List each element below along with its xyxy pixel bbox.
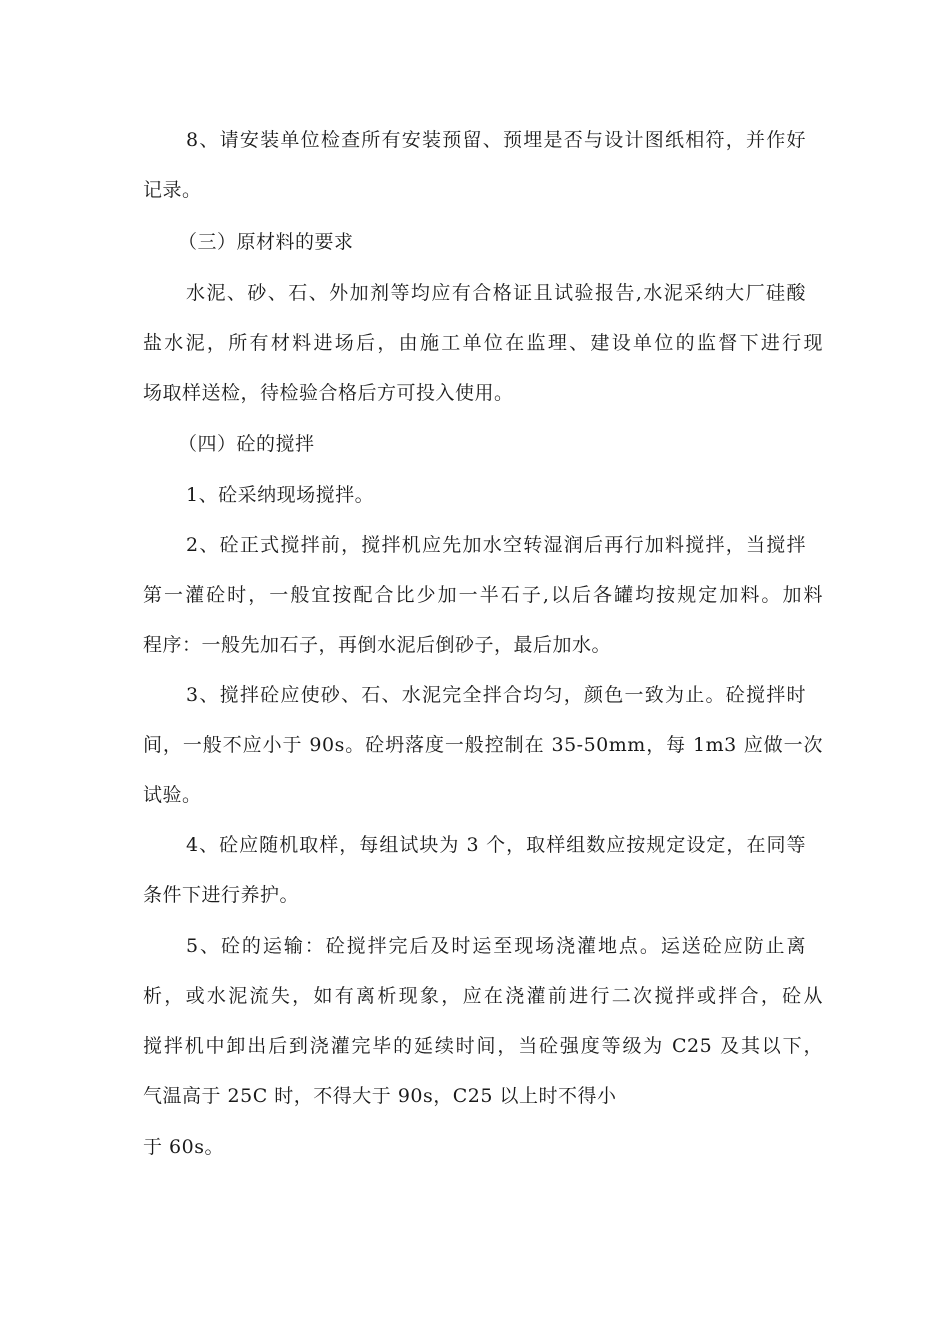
- para-5-line-3: 搅拌机中卸出后到浇灌完毕的延续时间，当砼强度等级为 C25 及其以下，: [143, 1035, 823, 1057]
- para-5-line-1: 5、砼的运输：砼搅拌完后及时运至现场浇灌地点。运送砼应防止离: [186, 935, 806, 957]
- para-materials-line-3: 场取样送检，待检验合格后方可投入使用。: [143, 382, 514, 404]
- para-4-line-2: 条件下进行养护。: [143, 884, 300, 906]
- section-heading-3: （三）原材料的要求: [178, 231, 354, 253]
- para-1-line-1: 1、砼采纳现场搅拌。: [186, 484, 375, 506]
- para-materials-line-2: 盐水泥，所有材料进场后，由施工单位在监理、建设单位的监督下进行现: [143, 332, 823, 354]
- para-3-line-1: 3、搅拌砼应使砂、石、水泥完全拌合均匀，颜色一致为止。砼搅拌时: [186, 684, 806, 706]
- para-4-line-1: 4、砼应随机取样，每组试块为 3 个，取样组数应按规定设定，在同等: [186, 834, 806, 856]
- para-5-line-4: 气温高于 25C 时，不得大于 90s，C25 以上时不得小: [143, 1085, 617, 1107]
- para-5-line-2: 析，或水泥流失，如有离析现象，应在浇灌前进行二次搅拌或拌合，砼从: [143, 985, 823, 1007]
- para-3-line-3: 试验。: [143, 784, 202, 806]
- para-8-line-2: 记录。: [143, 179, 202, 201]
- para-2-line-1: 2、砼正式搅拌前，搅拌机应先加水空转湿润后再行加料搅拌，当搅拌: [186, 534, 806, 556]
- para-8-line-1: 8、请安装单位检查所有安装预留、预埋是否与设计图纸相符，并作好: [186, 129, 806, 151]
- para-3-line-2: 间，一般不应小于 90s。砼坍落度一般控制在 35-50mm，每 1m3 应做一次: [143, 734, 823, 756]
- para-materials-line-1: 水泥、砂、石、外加剂等均应有合格证且试验报告,水泥采纳大厂硅酸: [186, 282, 806, 304]
- section-heading-4: （四）砼的搅拌: [178, 433, 315, 455]
- para-2-line-3: 程序：一般先加石子，再倒水泥后倒砂子，最后加水。: [143, 634, 612, 656]
- para-5-line-5: 于 60s。: [143, 1136, 224, 1158]
- para-2-line-2: 第一灌砼时，一般宜按配合比少加一半石子,以后各罐均按规定加料。加料: [143, 584, 823, 606]
